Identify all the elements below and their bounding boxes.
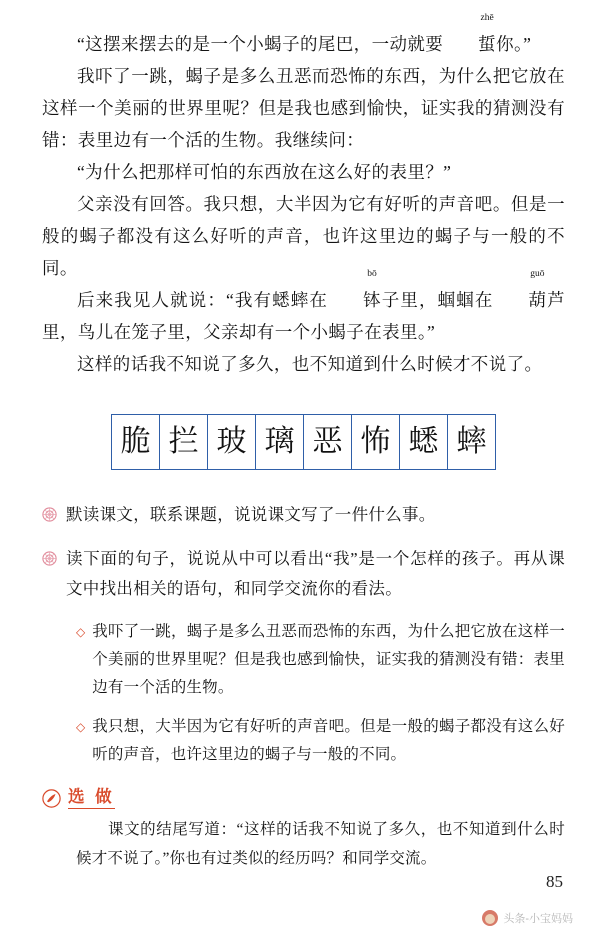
pinyin-annotation: bō (367, 269, 377, 279)
paragraph-2: 我吓了一跳，蝎子是多么丑恶而恐怖的东西，为什么把它放在这样一个美丽的世界里呢？但是我也感到愉快，证实我的猜测没有错：表里边有一个活的生物。我继续问： (42, 66, 565, 150)
paragraph-3: “为什么把那样可怕的东西放在这么好的表里？” (77, 162, 452, 182)
character-cell: 蟀 (456, 425, 487, 458)
watermark-text: 头条-小宝妈妈 (503, 913, 573, 925)
character-cell: 恶 (304, 415, 352, 469)
text-run: “这摆来摆去的是一个小蝎子的尾巴，一动就要 (77, 34, 444, 54)
paragraph-4: 父亲没有回答。我只想，大半因为它有好听的声音吧。但是一般的蝎子都没有这么好听的声音，也许这里边的蝎子与一般的不同。 (42, 194, 565, 278)
character-cell: 璃 (256, 415, 304, 469)
pinyin-annotation: zhē (480, 13, 494, 23)
quoted-sentence-list (76, 618, 565, 769)
ruby-base: 葫 (528, 290, 547, 310)
optional-body-text: 课文的结尾写道：“这样的话我不知说了多久，也不知道到什么时候才不说了。”你也有过类似的经历吗？和同学交流。 (76, 821, 565, 867)
character-cell: 蟋 (400, 415, 448, 469)
exercise-text: 默读课文，联系课题，说说课文写了一件什么事。 (66, 505, 436, 524)
flower-bullet-icon (42, 551, 57, 566)
ruby-word-bo (328, 269, 381, 316)
quoted-sentence-2 (76, 713, 565, 769)
flower-bullet-icon (42, 507, 57, 522)
character-cell: 怖 (352, 415, 400, 469)
diamond-bullet-icon: ◇ (76, 625, 86, 639)
watermark (482, 910, 573, 926)
ruby-word-zhe (443, 13, 497, 60)
exercise-list (42, 500, 565, 769)
quoted-sentence-1 (76, 618, 565, 702)
character-cell: 脆 (112, 415, 160, 469)
paragraph-5 (42, 269, 566, 348)
text-run: 你。” (496, 34, 532, 54)
paragraph-1 (42, 13, 565, 60)
page-number: 85 (546, 872, 563, 891)
ruby-base: 蜇 (478, 34, 497, 54)
text-run: 子里，蝈蝈在 (380, 290, 494, 310)
lesson-body (42, 13, 566, 380)
exercise-item-2 (42, 544, 565, 604)
new-characters-grid (42, 414, 565, 470)
quoted-sentence-text: 我只想，大半因为它有好听的声音吧。但是一般的蝎子都没有这么好听的声音，也许这里边的蝎子与一般的不同。 (92, 718, 565, 763)
exercise-item-1 (42, 500, 565, 530)
optional-section (42, 787, 565, 873)
text-run: 后来我见人就说：“我有蟋蟀在 (77, 290, 329, 310)
ruby-base: 钵 (363, 290, 381, 310)
text-run: 芦里，鸟儿在笼子里，父亲却有一个小蝎子在表里。” (42, 290, 566, 342)
optional-label: 选 做 (68, 787, 115, 809)
character-cell: 玻 (208, 415, 256, 469)
pinyin-annotation: guō (530, 269, 545, 279)
quoted-sentence-text: 我吓了一跳，蝎子是多么丑恶而恐怖的东西，为什么把它放在这样一个美丽的世界里呢？但是我也感到愉快，证实我的猜测没有错：表里边有一个活的生物。 (92, 623, 565, 696)
paragraph-6: 这样的话我不知说了多久，也不知道到什么时候才不说了。 (77, 354, 543, 374)
ruby-word-guo (493, 269, 547, 316)
character-cell: 拦 (160, 415, 208, 469)
character-grid-inner (111, 414, 496, 470)
diamond-bullet-icon: ◇ (76, 720, 86, 734)
optional-heading (42, 787, 565, 809)
exercise-text: 读下面的句子，说说从中可以看出“我”是一个怎样的孩子。再从课文中找出相关的语句，和同学交流你的看法。 (66, 549, 565, 598)
pen-badge-icon (42, 789, 61, 808)
avatar (482, 910, 498, 926)
